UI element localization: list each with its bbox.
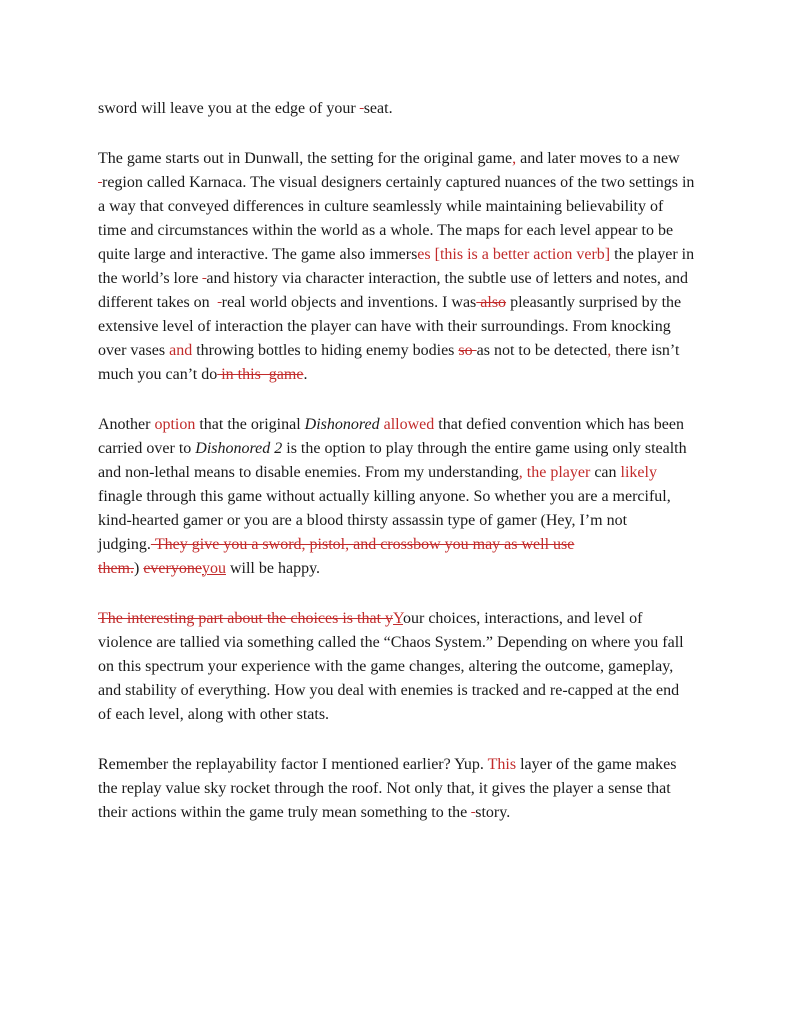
text-run: is the option to play through the entire game using only stealth and non-lethal means to disable enemies. From my understanding (98, 440, 687, 481)
deleted-text: in this game (217, 366, 304, 383)
text-run: ) (134, 560, 144, 577)
text-run: seat. (363, 100, 393, 117)
text-run: throwing bottles to hiding enemy bodies (192, 342, 459, 359)
inserted-text: es [this is a better action verb] (417, 246, 611, 263)
deleted-text: They give you a sword, pistol, and crossbow you may as well use (150, 536, 575, 553)
text-run: real world objects and inventions. I was (221, 294, 477, 311)
inserted-text: option (154, 416, 196, 433)
text-run: as not to be detected (476, 342, 608, 359)
text-run: can (590, 464, 621, 481)
text-run: that defied convention which has been carried over to (98, 416, 684, 457)
inserted-text: , the player (518, 464, 591, 481)
text-run: Another (98, 416, 155, 433)
inserted-text: likely (620, 464, 657, 481)
text-run: our choices, interactions, and level of violence are tallied via something called the “Chaos System.” Depending on where you fall on this spectrum your experience with the game changes, altering the outcome, gameplay, and stability of everything. How you deal with enemies is tracked and re-capped at the end of each level, along with other stats. (98, 610, 684, 723)
text-run: story. (475, 804, 511, 821)
text-run: The game starts out in Dunwall, the setting for the original game (98, 150, 513, 167)
paragraph (98, 413, 695, 581)
inserted-text: , (607, 342, 612, 359)
italic-text: Dishonored (304, 416, 380, 433)
text-run: that the original (195, 416, 305, 433)
paragraph (98, 97, 695, 121)
deleted-text: also (476, 294, 507, 311)
inserted-text: This (487, 756, 517, 773)
paragraph (98, 753, 695, 825)
text-run: finagle through this game without actually killing anyone. So whether you are a merciful, kind-hearted gamer or you are a blood thirsty assassin type of gamer (Hey, I’m not judging. (98, 488, 671, 553)
deleted-text: so (458, 342, 477, 359)
inserted-text: and (169, 342, 193, 359)
text-run: sword will leave you at the edge of your (98, 100, 360, 117)
deleted-text: everyone (143, 560, 202, 577)
deleted-text: The interesting part about the choices is that y (98, 610, 394, 627)
paragraph (98, 147, 695, 387)
text-run: . (303, 366, 308, 383)
document-body (98, 97, 695, 825)
inserted-underline-text: you (201, 560, 226, 577)
text-run: the player in the world’s lore (98, 246, 695, 287)
paragraph (98, 607, 695, 727)
text-run: region called Karnaca. The visual designers certainly captured nuances of the two settings in a way that conveyed differences in culture seamlessly while maintaining believability of time and circumstances within the world as a whole. The maps for each level appear to be quite large and interactive. The game also immers (98, 174, 695, 263)
inserted-text: allowed (383, 416, 435, 433)
text-run: and later moves to a new (516, 150, 680, 167)
text-run: layer of the game makes the replay value sky rocket through the roof. Not only that, it gives the player a sense that their actions within the game truly mean something to the (98, 756, 677, 821)
text-run: pleasantly surprised by the extensive level of interaction the player can have with their surroundings. From knocking over vases (98, 294, 682, 359)
inserted-underline-text: Y (393, 610, 403, 627)
text-run: there isn’t much you can’t do (98, 342, 680, 383)
inserted-text: , (512, 150, 517, 167)
text-run: and history via character interaction, the subtle use of letters and notes, and different takes on (98, 270, 689, 311)
deleted-text: them. (98, 560, 134, 577)
text-run: Remember the replayability factor I mentioned earlier? Yup. (98, 756, 488, 773)
text-run: will be happy. (225, 560, 321, 577)
italic-text: Dishonored 2 (195, 440, 283, 457)
